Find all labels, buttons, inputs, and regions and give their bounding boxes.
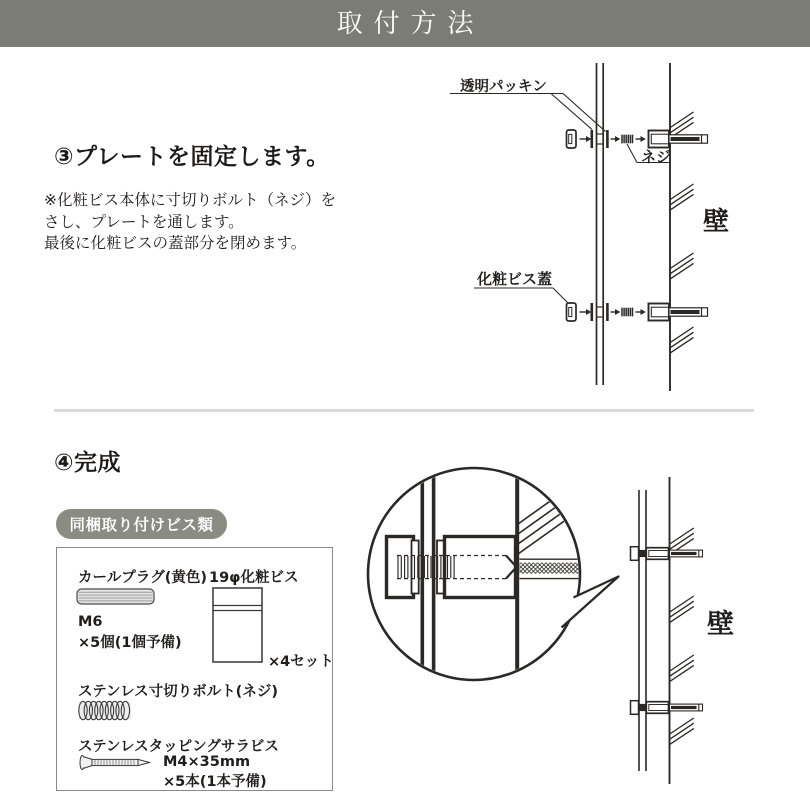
top-diagram <box>450 63 708 391</box>
plug-label: カールプラグ(黄色) <box>78 570 207 586</box>
step4-heading: ④完成 <box>54 450 121 476</box>
label-screw: ネジ <box>641 148 672 166</box>
threaded-bolt-label: ステンレス寸切りボルト(ネジ) <box>78 684 278 700</box>
label-wall-bottom: 壁 <box>707 609 734 640</box>
step3-body-line: 最後に化粧ビスの蓋部分を閉めます。 <box>44 234 307 252</box>
page-header <box>0 0 810 47</box>
tapping-screw-icon <box>79 754 153 771</box>
page-title: 取付方法 <box>336 8 485 39</box>
plug-size-label: M6 <box>78 614 103 630</box>
included-parts-badge-label: 同梱取り付けビス類 <box>69 516 214 534</box>
decorative-screw-body-icon <box>212 587 263 663</box>
decorative-screw-label: 19φ化粧ビス <box>209 570 299 586</box>
step3-body-line: ※化粧ビス本体に寸切りボルト（ネジ）を <box>44 191 336 209</box>
included-parts-box <box>56 547 333 791</box>
tapping-screw-label: ステンレスタッピングサラビス <box>78 739 279 755</box>
label-screw-cap: 化粧ビス蓋 <box>477 270 553 288</box>
section-divider <box>54 409 754 412</box>
label-transparent-packing: 透明パッキン <box>460 79 547 95</box>
threaded-bolt-icon <box>77 699 135 722</box>
step3-body <box>44 190 336 255</box>
tapping-screw-size-label: M4×35mm <box>163 754 251 770</box>
tapping-screw-qty-label: ×5本(1本予備) <box>163 774 267 790</box>
decorative-screw-qty-label: ×4セット <box>268 654 334 670</box>
step3-body-line: さし、プレートを通します。 <box>44 212 244 231</box>
bubble-tail <box>562 577 619 628</box>
bottom-diagram <box>368 467 703 784</box>
plug-qty-label: ×5個(1個予備) <box>78 635 182 651</box>
label-wall-top: 壁 <box>703 207 730 237</box>
detail-bubble <box>368 467 619 681</box>
wall-plug-icon <box>76 588 155 605</box>
included-parts-badge <box>56 509 227 539</box>
step3-heading: ③プレートを固定します。 <box>54 144 330 170</box>
wall-side-view <box>631 477 703 784</box>
